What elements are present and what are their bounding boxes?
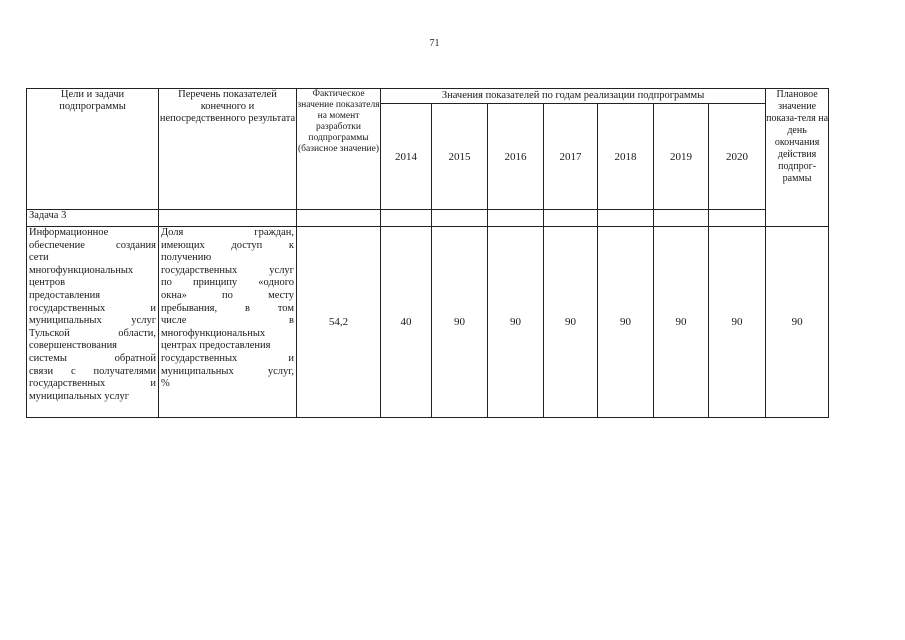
goal-line: государственных и xyxy=(29,378,156,390)
goal-line: муниципальных услуг xyxy=(29,390,130,402)
year-header: 2014 xyxy=(381,104,432,210)
indicator-line: муниципальных услуг, xyxy=(161,365,294,377)
year-header: 2017 xyxy=(544,104,598,210)
indicators-table xyxy=(26,88,829,418)
task-label: Задача 3 xyxy=(27,210,159,227)
year-value: 90 xyxy=(598,227,654,418)
year-value: 90 xyxy=(544,227,598,418)
indicator-line: получению xyxy=(161,252,212,264)
goal-line: сети xyxy=(29,252,49,264)
goal-line: центров xyxy=(29,277,66,289)
year-value: 90 xyxy=(709,227,766,418)
goal-line: Информационное xyxy=(29,227,109,238)
year-header: 2019 xyxy=(654,104,709,210)
goal-line: муниципальных услуг xyxy=(29,315,156,327)
year-value: 90 xyxy=(488,227,544,418)
header-planned: Плановое значение показа-теля на день окончания действия подпрог-раммы xyxy=(766,89,829,227)
header-actual: Фактическое значение показателя на момент разработки подпрограммы (базисное значение) xyxy=(297,89,381,210)
indicator-line: имеющих доступ к xyxy=(161,239,294,251)
indicator-line: % xyxy=(161,378,170,390)
goal-line: обеспечение создания xyxy=(29,239,156,251)
year-value: 90 xyxy=(432,227,488,418)
goal-line: государственных и xyxy=(29,302,156,314)
year-value: 40 xyxy=(381,227,432,418)
planned-value: 90 xyxy=(766,227,829,418)
header-indicators: Перечень показателей конечного и непосредственного результата xyxy=(159,89,297,210)
goal-line: Тульской области, xyxy=(29,327,156,339)
goal-line: совершенствования xyxy=(29,340,118,352)
year-header: 2020 xyxy=(709,104,766,210)
header-by-years: Значения показателей по годам реализации подпрограммы xyxy=(381,89,766,104)
indicator-line: государственных услуг xyxy=(161,264,294,276)
actual-value: 54,2 xyxy=(297,227,381,418)
header-goals: Цели и задачи подпрограммы xyxy=(27,89,159,210)
indicator-line: многофункциональных xyxy=(161,327,266,339)
indicator-line: пребывания, в том xyxy=(161,302,294,314)
year-header: 2016 xyxy=(488,104,544,210)
goal-line: системы обратной xyxy=(29,352,156,364)
indicator-line: центрах предоставления xyxy=(161,340,271,352)
goal-line: многофункциональных xyxy=(29,264,134,276)
indicator-line: государственных и xyxy=(161,352,294,364)
goal-cell xyxy=(27,227,159,418)
indicator-line: числе в xyxy=(161,315,294,327)
indicator-cell xyxy=(159,227,297,418)
year-header: 2018 xyxy=(598,104,654,210)
indicator-line: окна» по месту xyxy=(161,289,294,301)
year-header: 2015 xyxy=(432,104,488,210)
indicator-line: по принципу «одного xyxy=(161,277,294,289)
page-number: 71 xyxy=(429,38,440,49)
indicator-line: Доля граждан, xyxy=(161,227,294,238)
goal-line: связи с получателями xyxy=(29,365,156,377)
year-value: 90 xyxy=(654,227,709,418)
goal-line: предоставления xyxy=(29,289,101,301)
